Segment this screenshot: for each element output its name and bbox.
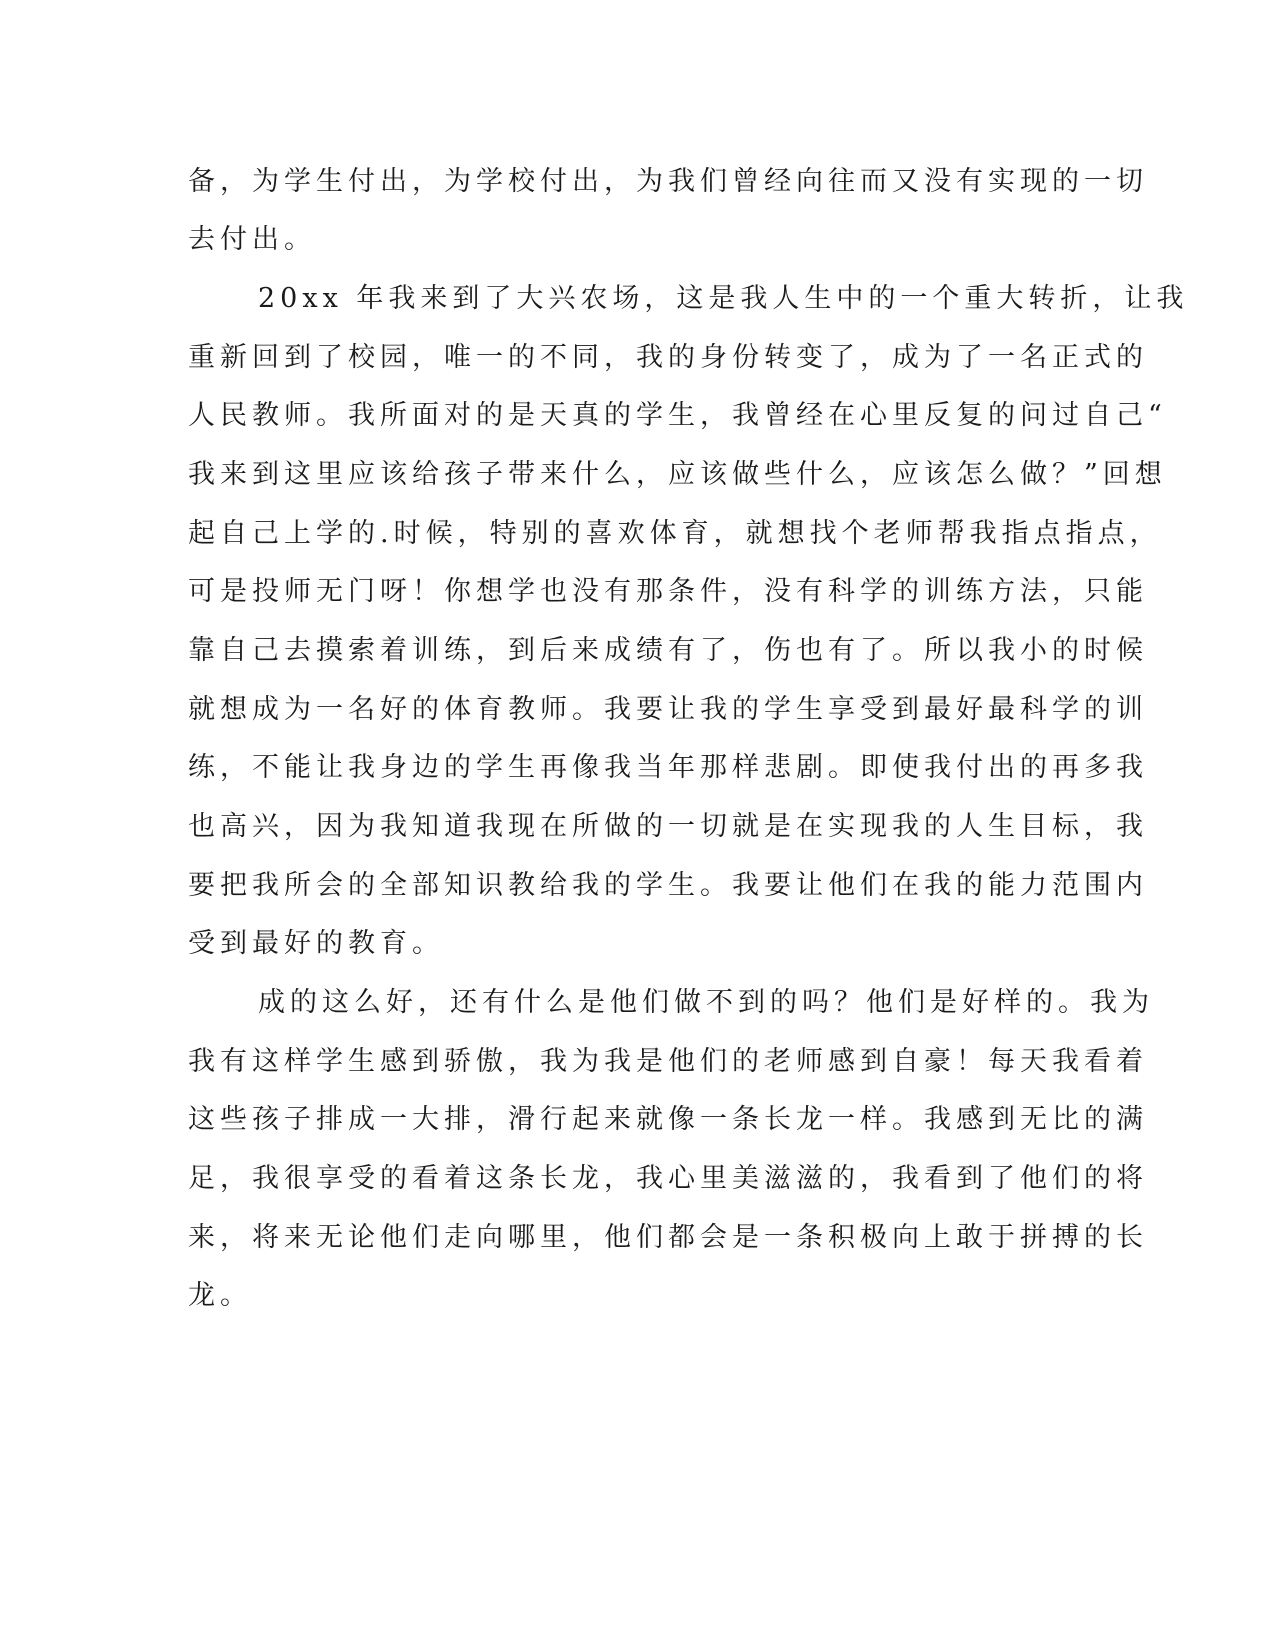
text-line: 也高兴，因为我知道我现在所做的一切就是在实现我的人生目标，我 [188,811,1148,842]
paragraph-start-line: 20xx 年我来到了大兴农场，这是我人生中的一个重大转折，让我 [258,283,1189,314]
text-line: 来，将来无论他们走向哪里，他们都会是一条积极向上敢于拼搏的长 [188,1222,1148,1253]
text-line: 可是投师无门呀！你想学也没有那条件，没有科学的训练方法，只能 [188,576,1148,607]
text-line: 人民教师。我所面对的是天真的学生，我曾经在心里反复的问过自己“ [188,400,1167,431]
text-line: 我有这样学生感到骄傲，我为我是他们的老师感到自豪！每天我看着 [188,1046,1148,1077]
text-line: 起自己上学的.时候，特别的喜欢体育，就想找个老师帮我指点指点， [188,518,1162,549]
text-line: 要把我所会的全部知识教给我的学生。我要让他们在我的能力范围内 [188,870,1148,901]
text-line: 就想成为一名好的体育教师。我要让我的学生享受到最好最科学的训 [188,694,1148,725]
text-line: 练，不能让我身边的学生再像我当年那样悲剧。即使我付出的再多我 [188,752,1148,783]
text-line: 重新回到了校园，唯一的不同，我的身份转变了，成为了一名正式的 [188,342,1148,373]
text-line: 备，为学生付出，为学校付出，为我们曾经向往而又没有实现的一切 [188,166,1148,197]
paragraph-start-line: 成的这么好，还有什么是他们做不到的吗？他们是好样的。我为 [258,987,1154,1018]
text-line: 足，我很享受的看着这条长龙，我心里美滋滋的，我看到了他们的将 [188,1163,1148,1194]
text-line: 龙。 [188,1280,252,1311]
text-line: 受到最好的教育。 [188,928,444,959]
text-line: 靠自己去摸索着训练，到后来成绩有了，伤也有了。所以我小的时候 [188,635,1148,666]
text-line: 这些孩子排成一大排，滑行起来就像一条长龙一样。我感到无比的满 [188,1104,1148,1135]
text-line: 我来到这里应该给孩子带来什么，应该做些什么，应该怎么做？”回想 [188,459,1167,490]
text-line: 去付出。 [188,224,316,255]
